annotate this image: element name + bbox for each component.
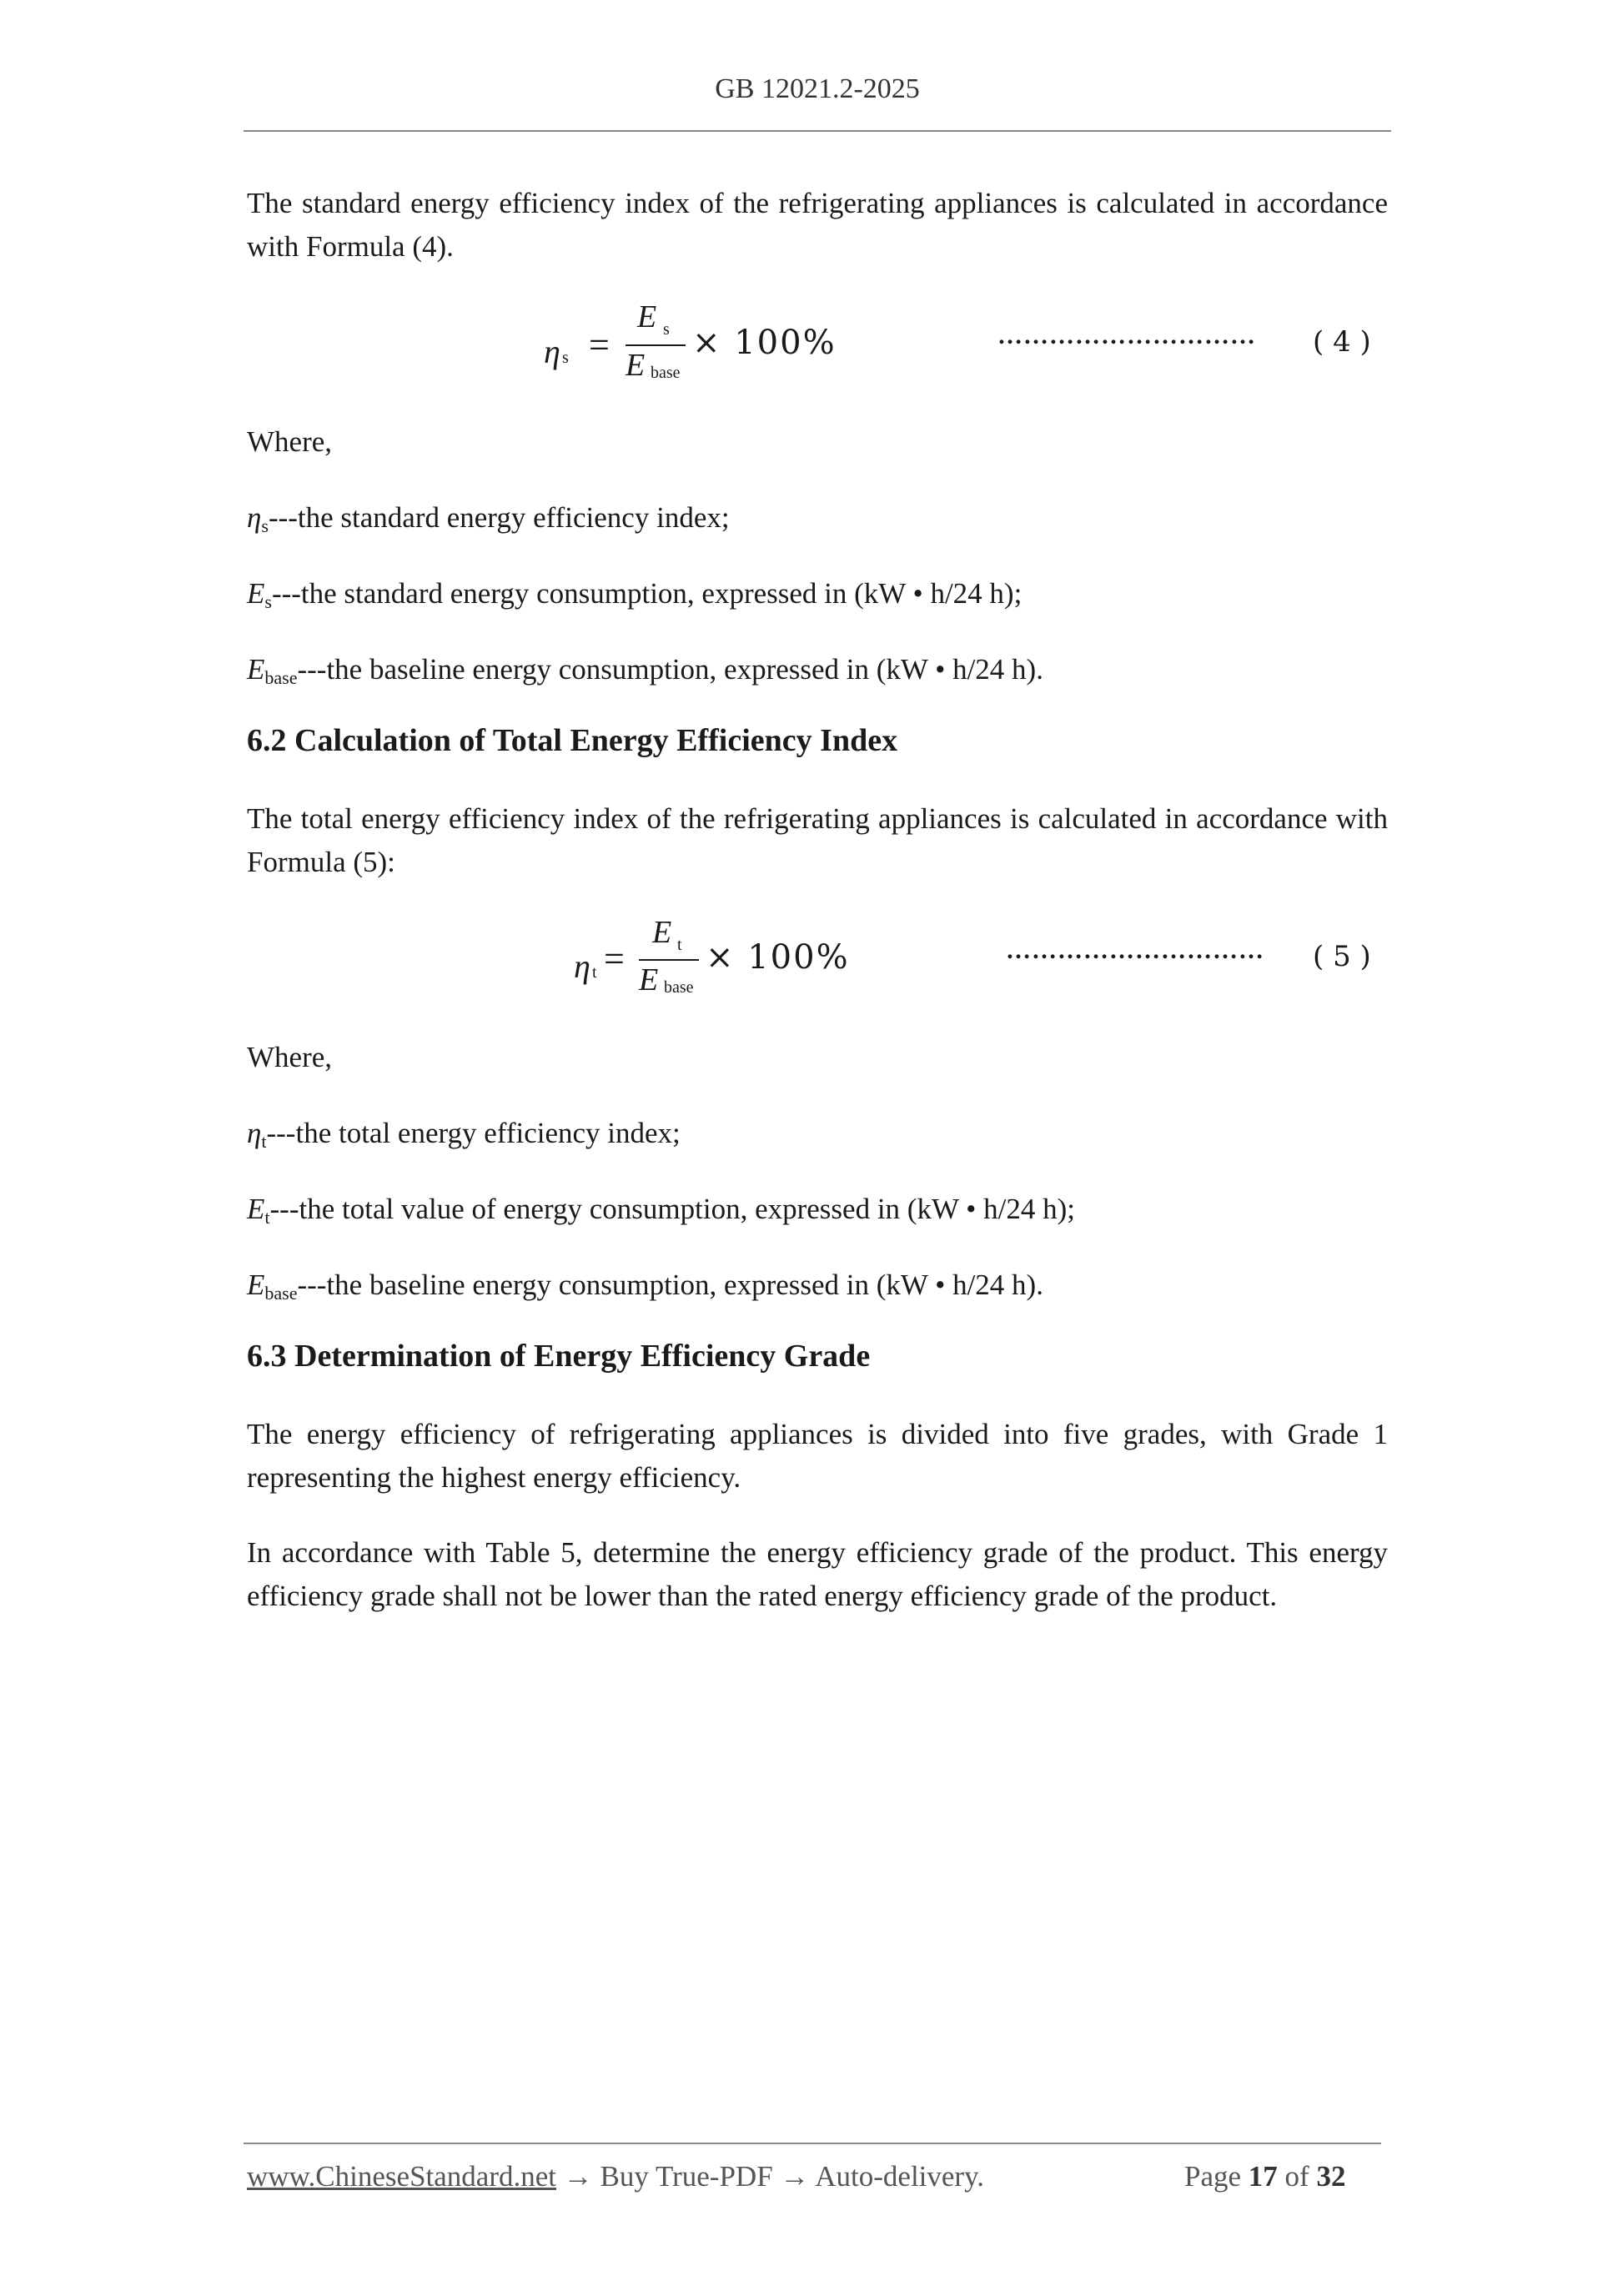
formula-5-denominator-sub: base [664,978,694,997]
def-text: ---the standard energy consumption, expressed in (kW • h/24 h); [271,577,1023,610]
standard-index-intro: The standard energy efficiency index of the refrigerating appliances is calculated in accordance with Formula (4). [247,187,1388,263]
formula-4-numerator-sub: s [663,320,670,339]
def-symbol: E [247,1269,265,1301]
def-symbol-sub: s [264,591,272,612]
page-number [1184,2160,1345,2193]
footer-divider [244,2143,1381,2144]
arrow-right-icon: → [563,2160,593,2193]
where-label-5: Where, [247,1041,333,1073]
buy-pdf-text: Buy True-PDF [600,2160,773,2193]
formula-5-denominator: E [639,962,659,997]
def-e-t [247,1188,1075,1239]
formula-4-multiplier: × 100% [692,324,837,362]
current-page: 17 [1248,2160,1278,2193]
def-symbol: E [247,577,265,610]
formula-5-equals: = [604,938,625,979]
def-symbol: E [247,1193,265,1225]
formula-5-lhs: η [574,947,590,985]
formula-4-lhs-sub: s [562,349,569,367]
formula-4-numerator: E [637,299,657,334]
def-text: ---the baseline energy consumption, expressed in (kW • h/24 h). [297,653,1043,686]
auto-delivery-text: Auto-delivery. [815,2160,985,2193]
formula-5-multiplier: × 100% [706,938,850,977]
formula-4-fraction-bar [626,344,686,346]
formula-4-denominator-sub: base [651,364,681,382]
def-symbol-sub: base [264,667,298,688]
arrow-right-icon: → [780,2160,810,2193]
def-symbol: η [247,1117,262,1149]
def-symbol-sub: t [264,1207,270,1228]
def-e-base-4 [247,648,1043,700]
def-eta-s [247,496,730,548]
document-id-header: GB 12021.2-2025 [715,73,920,104]
of-label: of [1284,2160,1309,2193]
formula-5-numerator: E [652,915,672,950]
formula-4-denominator: E [626,348,646,383]
page-label: Page [1184,2160,1242,2193]
footer-promo [247,2160,984,2193]
def-symbol: η [247,501,262,534]
formula-5-lhs-sub: t [592,963,597,982]
section-6-2-heading: 6.2 Calculation of Total Energy Efficiency Index [247,723,898,758]
def-text: ---the total value of energy consumption, expressed in (kW • h/24 h); [269,1193,1075,1225]
formula-5-numerator-sub: t [677,936,682,954]
def-e-base-5 [247,1264,1043,1315]
formula-4-lhs: η [544,333,560,370]
total-index-intro: The total energy efficiency index of the refrigerating appliances is calculated in accordance with Formula (5): [247,802,1388,878]
def-symbol-sub: t [261,1131,267,1152]
total-pages: 32 [1316,2160,1346,2193]
grade-description: The energy efficiency of refrigerating appliances is divided into five grades, with Grade 1 representing the highest energy efficiency. [247,1418,1388,1494]
def-text: ---the total energy efficiency index; [266,1117,681,1149]
formula-4-equals: = [589,324,610,365]
formula-4-leader-dots: ………………………… [997,322,1256,349]
site-link[interactable]: www.ChineseStandard.net [247,2160,556,2193]
formula-5-number: ( 5 ) [1313,940,1371,973]
def-text: ---the baseline energy consumption, expressed in (kW • h/24 h). [297,1269,1043,1301]
grade-determination: In accordance with Table 5, determine the energy efficiency grade of the product. This energy efficiency grade shall not be lower than the rated energy efficiency grade of the product. [247,1536,1388,1612]
def-text: ---the standard energy efficiency index; [268,501,730,534]
def-symbol: E [247,653,265,686]
section-6-3-heading: 6.3 Determination of Energy Efficiency Grade [247,1339,871,1374]
def-eta-t [247,1112,681,1163]
def-e-s [247,572,1022,624]
formula-4-number: ( 4 ) [1313,325,1371,359]
where-label-4: Where, [247,425,333,458]
formula-5-fraction-bar [639,959,699,961]
def-symbol-sub: base [264,1283,298,1304]
def-symbol-sub: s [261,515,269,536]
formula-5-leader-dots: ………………………… [1006,937,1264,964]
header-divider [244,130,1391,132]
